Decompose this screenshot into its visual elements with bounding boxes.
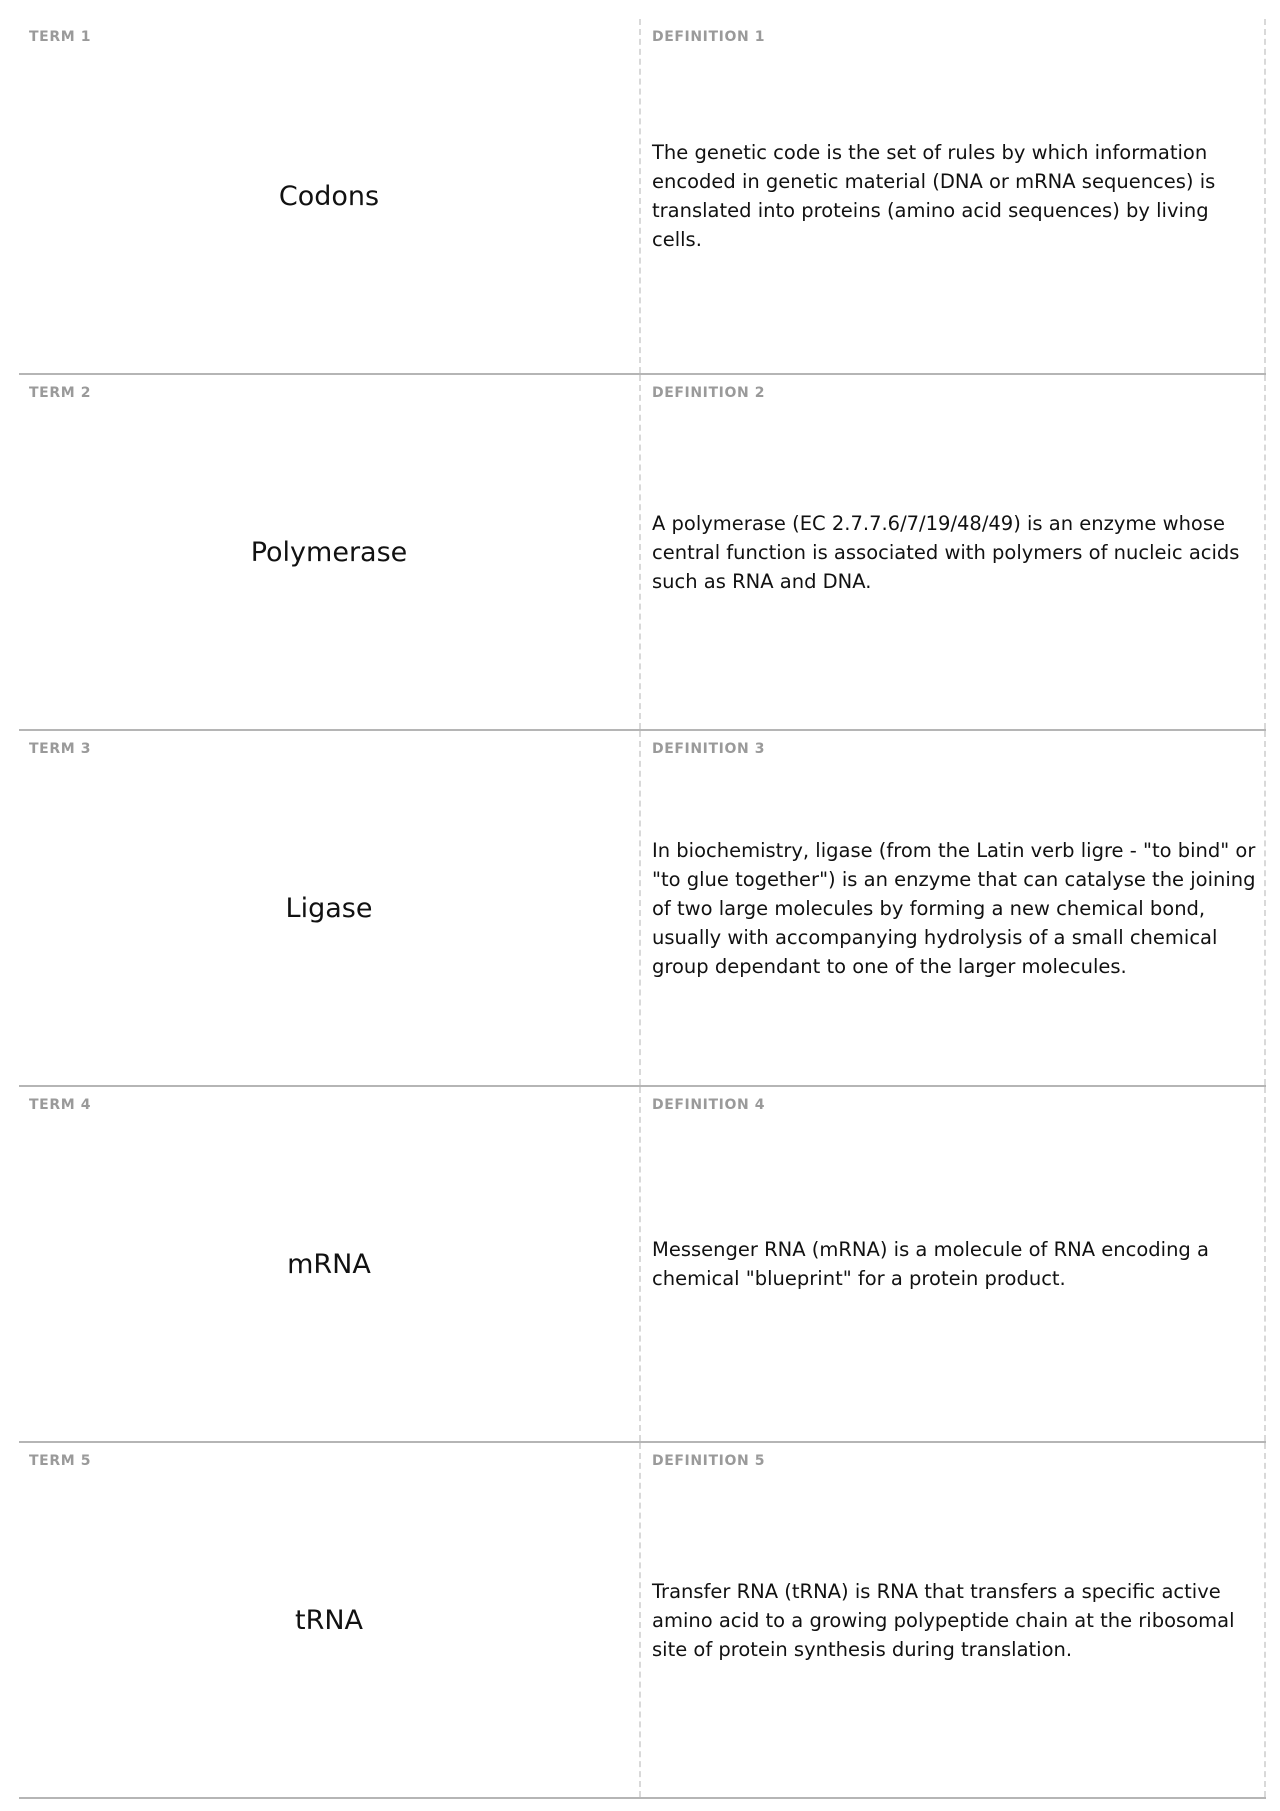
definition-cell [641,731,1266,1085]
definition-cell [641,375,1266,729]
term-label: TERM 2 [29,385,92,401]
definition-body: Transfer RNA (tRNA) is RNA that transfers a specific active amino acid to a growing polypeptide chain at the ribosomal site of protein synthesis during translation. [652,1579,1235,1661]
definition-label: DEFINITION 3 [652,741,766,757]
definition-label: DEFINITION 2 [652,385,766,401]
definition-cell [641,1443,1266,1797]
definition-body: Messenger RNA (mRNA) is a molecule of RNA encoding a chemical "blueprint" for a protein product. [652,1238,1209,1290]
definition-body: In biochemistry, ligase (from the Latin verb ligre - "to bind" or "to glue together") is an enzyme that can catalyse the joining of two large molecules by forming a new chemical bond, usually with accompanying hydrolysis of a small chemical group dependant to one of the larger molecules. [652,838,1256,978]
definition-text [652,1087,1256,1441]
flashcard-row-3 [19,731,1266,1087]
flashcard-row-4 [19,1087,1266,1443]
flashcard-sheet [19,19,1266,1799]
definition-cell [641,1087,1266,1441]
term-label: TERM 1 [29,29,92,45]
flashcard-row-1 [19,19,1266,375]
term-text: mRNA [287,1248,371,1280]
term-label: TERM 4 [29,1097,92,1113]
term-label: TERM 5 [29,1453,92,1469]
term-cell [19,1087,641,1441]
definition-text [652,1443,1256,1797]
term-cell [19,1443,641,1797]
term-cell [19,731,641,1085]
definition-cell [641,19,1266,373]
definition-text [652,19,1256,373]
definition-text [652,375,1256,729]
term-label: TERM 3 [29,741,92,757]
flashcard-row-5 [19,1443,1266,1799]
term-text: Ligase [285,892,373,924]
definition-label: DEFINITION 4 [652,1097,766,1113]
definition-label: DEFINITION 1 [652,29,766,45]
term-cell [19,19,641,373]
definition-text [652,731,1256,1085]
term-text: tRNA [294,1604,363,1636]
definition-body: The genetic code is the set of rules by which information encoded in genetic material (DNA or mRNA sequences) is translated into proteins (amino acid sequences) by living cells. [652,141,1216,251]
term-text: Codons [278,180,380,212]
definition-label: DEFINITION 5 [652,1453,766,1469]
flashcard-row-2 [19,375,1266,731]
term-cell [19,375,641,729]
term-text: Polymerase [250,536,408,568]
definition-body: A polymerase (EC 2.7.7.6/7/19/48/49) is an enzyme whose central function is associated with polymers of nucleic acids such as RNA and DNA. [652,511,1240,593]
